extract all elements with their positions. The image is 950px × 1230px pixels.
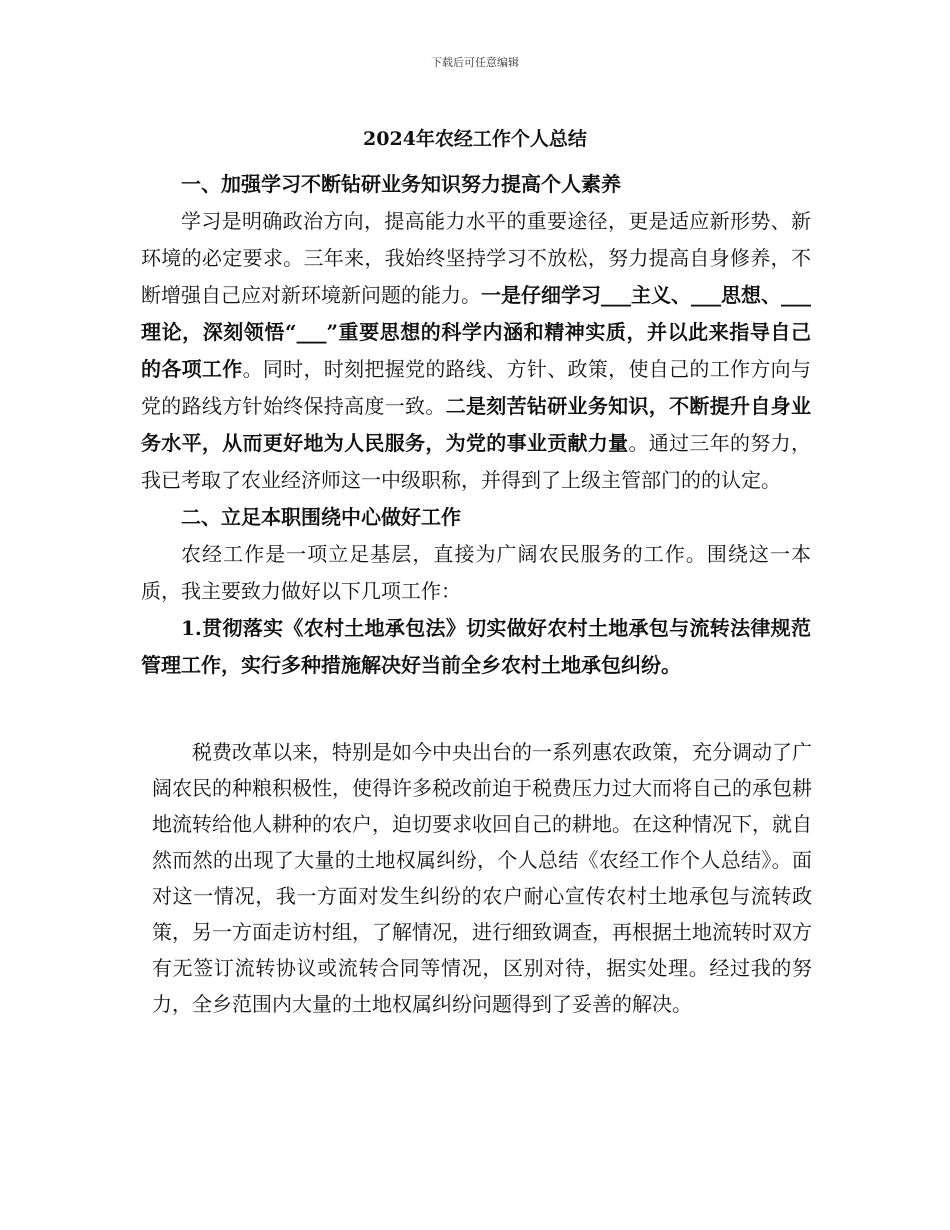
section1-bold-1: 一是仔细学习___主义、___思想、___理论，深刻领悟“___”重要思想的科学内涵和精神实质，并以此来指导自己的各项工作 xyxy=(141,283,811,381)
section2-item1-body: 税费改革以来，特别是如今中央出台的一系列惠农政策，充分调动了广阔农民的种粮积极性，使得许多税改前迫于税费压力过大而将自己的承包耕地流转给他人耕种的农户，迫切要求收回自己的耕地。在这种情况下，就自然而然的出现了大量的土地权属纠纷，个人总结《农经工作个人总结》。面对这一情况，我一方面对发生纠纷的农户耐心宣传农村土地承包与流转政策，另一方面走访村组，了解情况，进行细致调查，再根据土地流转时双方有无签订流转协议或流转合同等情况，区别对待，据实处理。经过我的努力，全乡范围内大量的土地权属纠纷问题得到了妥善的解决。 xyxy=(152,740,812,1016)
section2-heading: 二、立足本职围绕中心做好工作 xyxy=(181,505,461,529)
section1-paragraph xyxy=(141,203,811,499)
section2-item1-body-block xyxy=(152,734,812,1022)
section2-intro: 农经工作是一项立足基层，直接为广阔农民服务的工作。围绕这一本质，我主要致力做好以下几项工作： xyxy=(141,542,811,603)
section1-text-2: 。同时，时刻把握党的路线、方针、政策，使自己的工作方向与党的路线方针始终保持高度一致。 xyxy=(141,357,811,418)
section1-heading: 一、加强学习不断钻研业务知识努力提高个人素养 xyxy=(181,172,621,196)
section1-text-3: 。通过三年的努力，我已考取了农业经济师这一中级职称，并得到了上级主管部门的的认定。 xyxy=(141,431,811,492)
document-title: 2024年农经工作个人总结 xyxy=(363,128,587,150)
section1-bold-2: 二是刻苦钻研业务知识，不断提升自身业务水平，从而更好地为人民服务，为党的事业贡献力量 xyxy=(141,394,811,455)
main-body xyxy=(141,166,811,684)
header-note: 下载后可任意编辑 xyxy=(431,56,519,69)
section2-item1-heading: 1.贯彻落实《农村土地承包法》切实做好农村土地承包与流转法律规范管理工作，实行多种措施解决好当前全乡农村土地承包纠纷。 xyxy=(141,616,811,677)
section1-text-1: 学习是明确政治方向，提高能力水平的重要途径，更是适应新形势、新环境的必定要求。三年来，我始终坚持学习不放松，努力提高自身修养，不断增强自己应对新环境新问题的能力。 xyxy=(141,209,811,307)
